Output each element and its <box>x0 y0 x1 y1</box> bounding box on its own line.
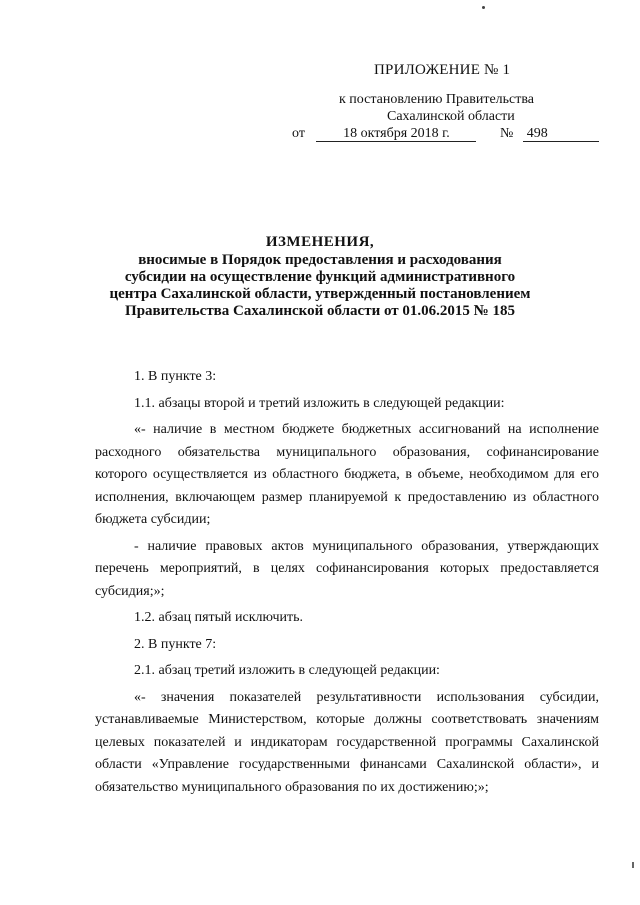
paragraph: 1.2. абзац пятый исключить. <box>134 610 303 625</box>
scan-dot <box>482 6 485 9</box>
date-value: 18 октября 2018 г. <box>316 126 476 142</box>
paragraph: - наличие правовых актов муниципального образования, утверждающих перечень мероприятий, в целях софинансирования которых предоставляется субсидия;»; <box>95 538 599 599</box>
title-line: Правительства Сахалинской области от 01.06.2015 № 185 <box>125 303 515 319</box>
region-line: Сахалинской области <box>387 109 515 124</box>
paragraph: 1. В пункте 3: <box>134 369 217 384</box>
scan-mark <box>632 862 634 868</box>
document-body <box>95 366 599 799</box>
paragraph: «- значения показателей результативности использования субсидии, устанавливаемые Министерством, которые должны соответствовать значениям целевых показателей и индикаторам государственной программы Сахалинской области «Управление государственными финансами Сахалинской области», и обязательство муниципального образования по их достижению;»; <box>95 689 599 795</box>
decree-date-row <box>292 126 599 142</box>
date-label: от <box>292 126 305 141</box>
title-line: центра Сахалинской области, утвержденный постановлением <box>109 286 531 302</box>
title-line: вносимые в Порядок предоставления и расходования <box>138 252 502 268</box>
to-decree-line: к постановлению Правительства <box>339 92 535 107</box>
document-title <box>0 234 640 320</box>
paragraph: 1.1. абзацы второй и третий изложить в следующей редакции: <box>134 395 505 411</box>
appendix-title: ПРИЛОЖЕНИЕ № 1 <box>374 62 511 78</box>
title-main: ИЗМЕНЕНИЯ, <box>265 234 375 250</box>
paragraph: 2. В пункте 7: <box>134 636 217 652</box>
title-line: субсидии на осуществление функций административного <box>124 269 516 285</box>
paragraph: «- наличие в местном бюджете бюджетных ассигнований на исполнение расходного обязательства муниципального образования, софинансирование которого осуществляется из областного бюджета, в объеме, необходимом для его исполнения, включающем размер планируемой к предоставлению из областного бюджета субсидии; <box>95 422 599 527</box>
number-label: № <box>499 126 514 141</box>
number-value: 498 <box>523 126 599 142</box>
paragraph: 2.1. абзац третий изложить в следующей редакции: <box>134 663 440 678</box>
